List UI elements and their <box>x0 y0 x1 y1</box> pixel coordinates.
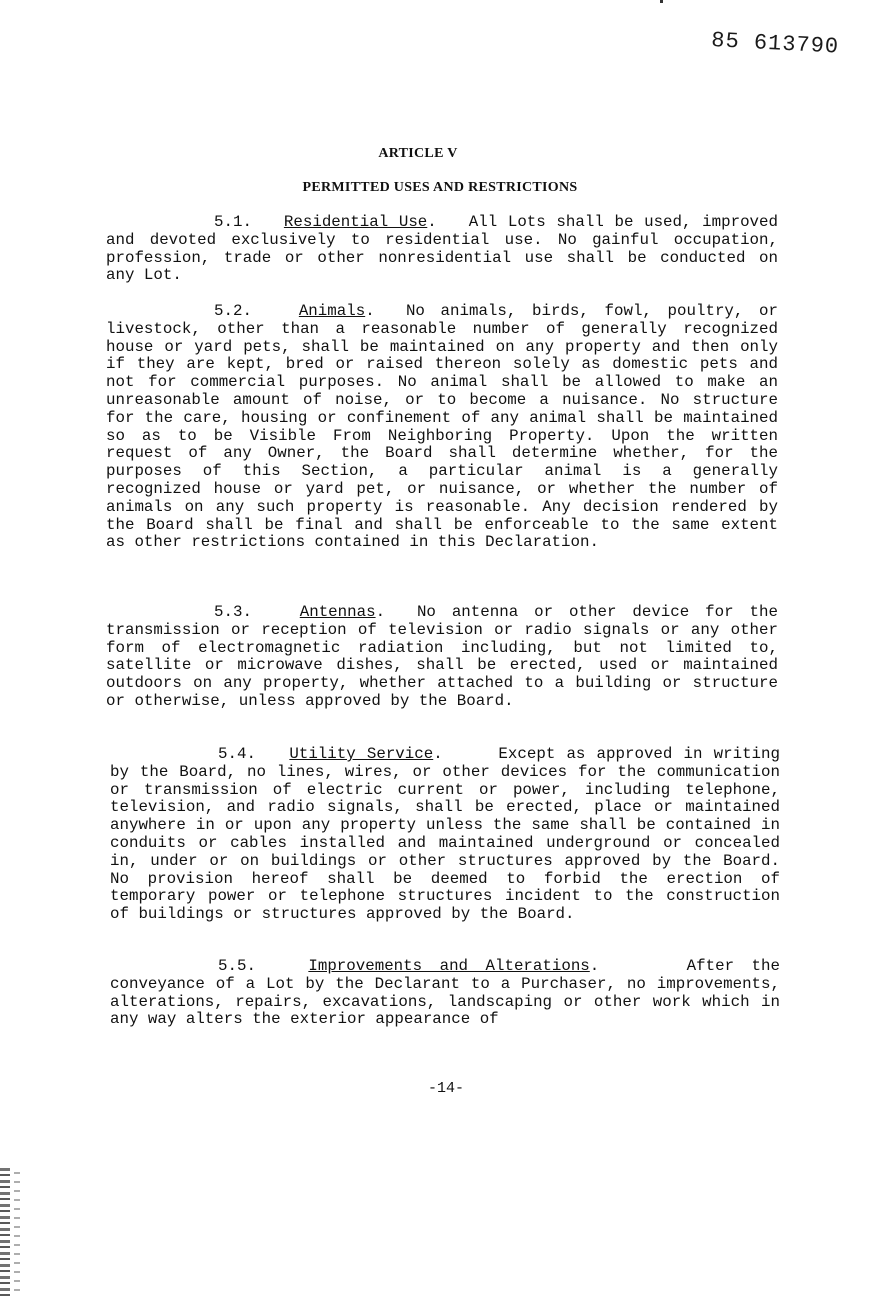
scan-margin-mark <box>0 1168 10 1298</box>
section-body: No animals, birds, fowl, poultry, or livestock, other than a reasonable number of generally recognized house or yard pets, shall be maintained on any property and then only if they are kept, bred or raised thereon solely as domestic pets and not for commercial purposes. No animal shall be allowed to make an unreasonable amount of noise, or to become a nuisance. No structure for the care, housing or confinement of any animal shall be maintained so as to be Visible From Neighboring Property. Upon the written request of any Owner, the Board shall determine whether, for the purposes of this Section, a particular animal is a generally recognized house or yard pet, or nuisance, or whether the number of animals on any such property is reasonable. Any decision rendered by the Board shall be final and shall be enforceable to the same extent as other restrictions contained in this Declaration. <box>106 302 778 552</box>
section-5-4: 5.4. Utility Service. Except as approved in writing by the Board, no lines, wires, or other devices for the communication or transmission of electric current or power, including telephone, television, and radio signals, shall be erected, place or maintained anywhere in or upon any property unless the same shall be contained in conduits or cables installed and maintained underground or concealed in, under or on buildings or other structures approved by the Board. No provision hereof shall be deemed to forbid the erection of temporary power or telephone structures incident to the construction of buildings or structures approved by the Board. <box>110 745 780 924</box>
scan-speck <box>660 0 663 3</box>
article-subtitle: PERMITTED USES AND RESTRICTIONS <box>302 180 578 195</box>
section-number: 5.2. <box>214 302 252 320</box>
section-5-2: 5.2. Animals. No animals, birds, fowl, poultry, or livestock, other than a reasonable number of generally recognized house or yard pets, shall be maintained on any property and then only if they are kept, bred or raised thereon solely as domestic pets and not for commercial purposes. No animal shall be allowed to make an unreasonable amount of noise, or to become a nuisance. No structure for the care, housing or confinement of any animal shall be maintained so as to be Visible From Neighboring Property. Upon the written request of any Owner, the Board shall determine whether, for the purposes of this Section, a particular animal is a generally recognized house or yard pet, or nuisance, or whether the number of animals on any such property is reasonable. Any decision rendered by the Board shall be final and shall be enforceable to the same extent as other restrictions contained in this Declaration. <box>106 302 778 552</box>
section-5-1: 5.1. Residential Use. All Lots shall be used, improved and devoted exclusively to residential use. No gainful occupation, profession, trade or other nonresidential use shall be conducted on any Lot. <box>106 213 778 285</box>
section-title: Residential Use <box>283 213 428 231</box>
scan-margin-mark-secondary <box>14 1172 20 1292</box>
section-number: 5.4. <box>218 745 256 763</box>
section-title: Animals <box>298 302 366 320</box>
section-5-5: 5.5. Improvements and Alterations. After the conveyance of a Lot by the Declarant to a Purchaser, no improvements, alterations, repairs, excavations, landscaping or other work which in any way alters the exterior appearance of <box>110 957 780 1029</box>
section-number: 5.5. <box>218 957 256 975</box>
recording-number-stamp: 85 613790 <box>710 28 840 60</box>
section-body: No antenna or other device for the transmission or reception of television or radio signals or any other form of electromagnetic radiation including, but not limited to, satellite or microwave dishes, shall be erected, used or maintained outdoors on any property, whether attached to a building or structure or otherwise, unless approved by the Board. <box>106 603 778 710</box>
section-number: 5.3. <box>214 603 252 621</box>
section-title: Improvements and Alterations <box>308 957 590 975</box>
section-title: Utility Service <box>289 745 434 763</box>
section-title: Antennas <box>299 603 376 621</box>
section-body: After the conveyance of a Lot by the Declarant to a Purchaser, no improvements, alterations, repairs, excavations, landscaping or other work which in any way alters the exterior appearance of <box>110 957 780 1029</box>
section-5-3: 5.3. Antennas. No antenna or other device for the transmission or reception of television or radio signals or any other form of electromagnetic radiation including, but not limited to, satellite or microwave dishes, shall be erected, used or maintained outdoors on any property, whether attached to a building or structure or otherwise, unless approved by the Board. <box>106 603 778 710</box>
section-body: Except as approved in writing by the Board, no lines, wires, or other devices for the communication or transmission of electric current or power, including telephone, television, and radio signals, shall be erected, place or maintained anywhere in or upon any property unless the same shall be contained in conduits or cables installed and maintained underground or concealed in, under or on buildings or other structures approved by the Board. No provision hereof shall be deemed to forbid the erection of temporary power or telephone structures incident to the construction of buildings or structures approved by the Board. <box>110 745 780 924</box>
section-number: 5.1. <box>214 213 252 231</box>
article-heading: ARTICLE V <box>378 146 458 161</box>
section-body: All Lots shall be used, improved and devoted exclusively to residential use. No gainful occupation, profession, trade or other nonresidential use shall be conducted on any Lot. <box>106 213 778 285</box>
page-number: -14- <box>427 1080 464 1097</box>
